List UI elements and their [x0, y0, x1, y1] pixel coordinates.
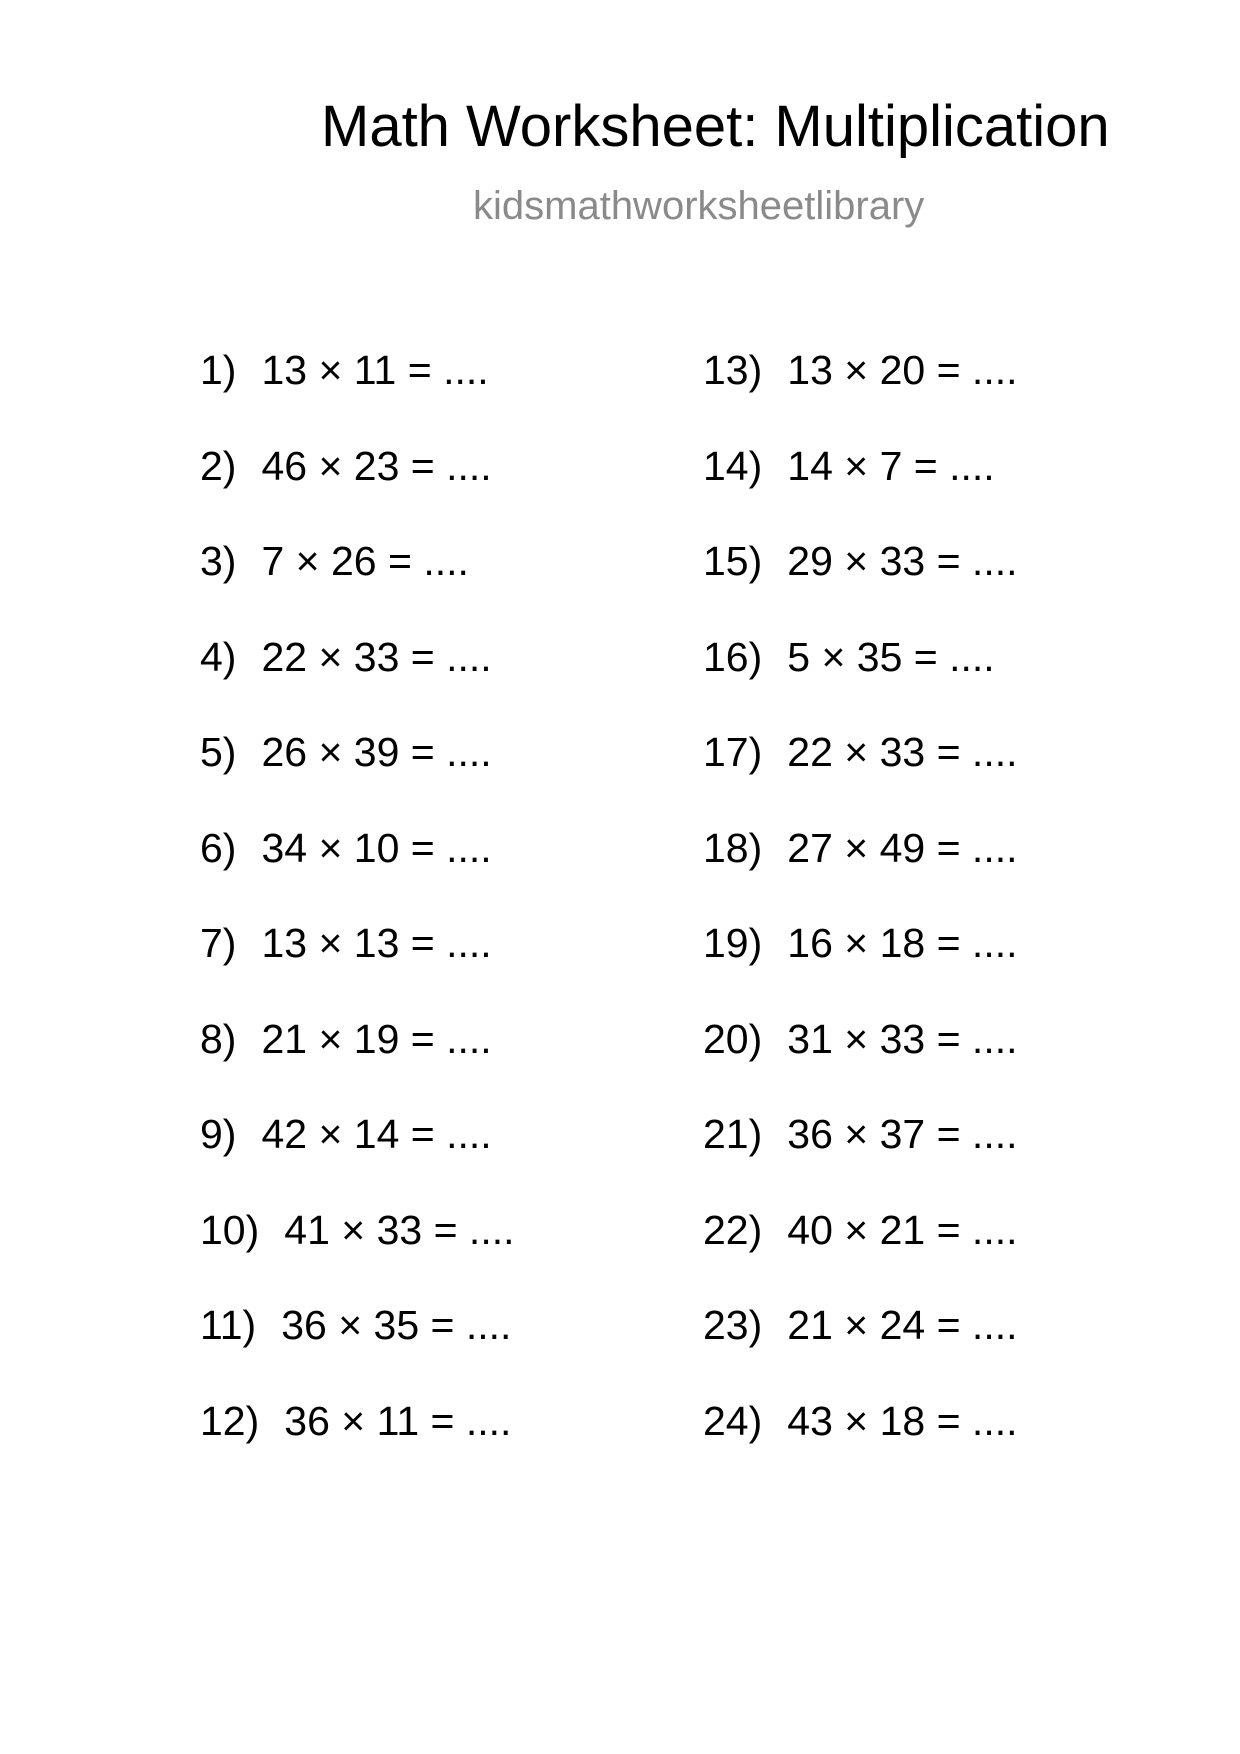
problem-expression: 5 × 35 = .... [787, 633, 995, 680]
problem-13 [703, 347, 1018, 446]
problem-number: 12) [200, 1397, 260, 1444]
problem-expression: 22 × 33 = .... [261, 633, 492, 680]
problem-expression: 36 × 11 = .... [284, 1397, 512, 1444]
problem-number: 19) [703, 920, 763, 966]
problem-expression: 13 × 11 = .... [261, 347, 489, 393]
page-title: Math Worksheet: Multiplication [321, 94, 1110, 159]
problem-number: 1) [200, 347, 237, 393]
problem-number: 2) [200, 442, 237, 489]
problem-4 [200, 633, 515, 733]
problem-number: 21) [703, 1111, 763, 1157]
problem-expression: 36 × 35 = .... [281, 1302, 512, 1348]
problem-14 [703, 442, 1018, 542]
problem-number: 13) [703, 347, 763, 393]
problem-expression: 40 × 21 = .... [787, 1206, 1018, 1253]
problem-2 [200, 442, 515, 542]
problem-17 [703, 729, 1018, 828]
problem-number: 23) [703, 1302, 763, 1348]
problem-expression: 7 × 26 = .... [261, 538, 469, 584]
problem-expression: 16 × 18 = .... [787, 920, 1018, 966]
problem-15 [703, 538, 1018, 637]
problem-expression: 14 × 7 = .... [787, 442, 995, 489]
problem-expression: 31 × 33 = .... [787, 1015, 1018, 1062]
problem-11 [200, 1302, 515, 1401]
problem-number: 15) [703, 538, 763, 584]
left-problem-column [200, 347, 515, 1496]
problem-number: 5) [200, 729, 237, 775]
problem-21 [703, 1111, 1018, 1210]
problem-23 [703, 1302, 1018, 1401]
problem-number: 24) [703, 1397, 763, 1444]
problem-expression: 21 × 19 = .... [261, 1015, 492, 1062]
problem-expression: 22 × 33 = .... [787, 729, 1018, 775]
problem-expression: 34 × 10 = .... [261, 824, 492, 871]
problem-expression: 42 × 14 = .... [261, 1111, 492, 1157]
problem-number: 4) [200, 633, 237, 680]
problem-12 [200, 1397, 515, 1497]
problem-expression: 29 × 33 = .... [787, 538, 1018, 584]
problem-number: 10) [200, 1206, 260, 1253]
problem-18 [703, 824, 1018, 924]
problem-expression: 21 × 24 = .... [787, 1302, 1018, 1348]
problem-20 [703, 1015, 1018, 1115]
problem-number: 17) [703, 729, 763, 775]
source-subtitle: kidsmathworksheetlibrary [473, 184, 925, 228]
problem-number: 22) [703, 1206, 763, 1253]
problem-number: 8) [200, 1015, 237, 1062]
problem-5 [200, 729, 515, 828]
problem-16 [703, 633, 1018, 733]
problem-expression: 13 × 20 = .... [787, 347, 1018, 393]
problem-number: 7) [200, 920, 237, 966]
problem-number: 14) [703, 442, 763, 489]
problem-7 [200, 920, 515, 1019]
problem-expression: 41 × 33 = .... [284, 1206, 515, 1253]
problem-number: 11) [200, 1302, 257, 1348]
problem-number: 3) [200, 538, 237, 584]
problem-number: 20) [703, 1015, 763, 1062]
problem-1 [200, 347, 515, 446]
problem-number: 6) [200, 824, 237, 871]
right-problem-column [703, 347, 1018, 1496]
problem-6 [200, 824, 515, 924]
problem-10 [200, 1206, 515, 1306]
problem-8 [200, 1015, 515, 1115]
problem-9 [200, 1111, 515, 1210]
problem-24 [703, 1397, 1018, 1497]
problem-3 [200, 538, 515, 637]
problem-number: 18) [703, 824, 763, 871]
problem-expression: 27 × 49 = .... [787, 824, 1018, 871]
problem-22 [703, 1206, 1018, 1306]
problem-expression: 36 × 37 = .... [787, 1111, 1018, 1157]
problem-expression: 26 × 39 = .... [261, 729, 492, 775]
problem-expression: 13 × 13 = .... [261, 920, 492, 966]
problem-expression: 46 × 23 = .... [261, 442, 492, 489]
problem-expression: 43 × 18 = .... [787, 1397, 1018, 1444]
problem-number: 16) [703, 633, 763, 680]
problem-number: 9) [200, 1111, 237, 1157]
problem-19 [703, 920, 1018, 1019]
